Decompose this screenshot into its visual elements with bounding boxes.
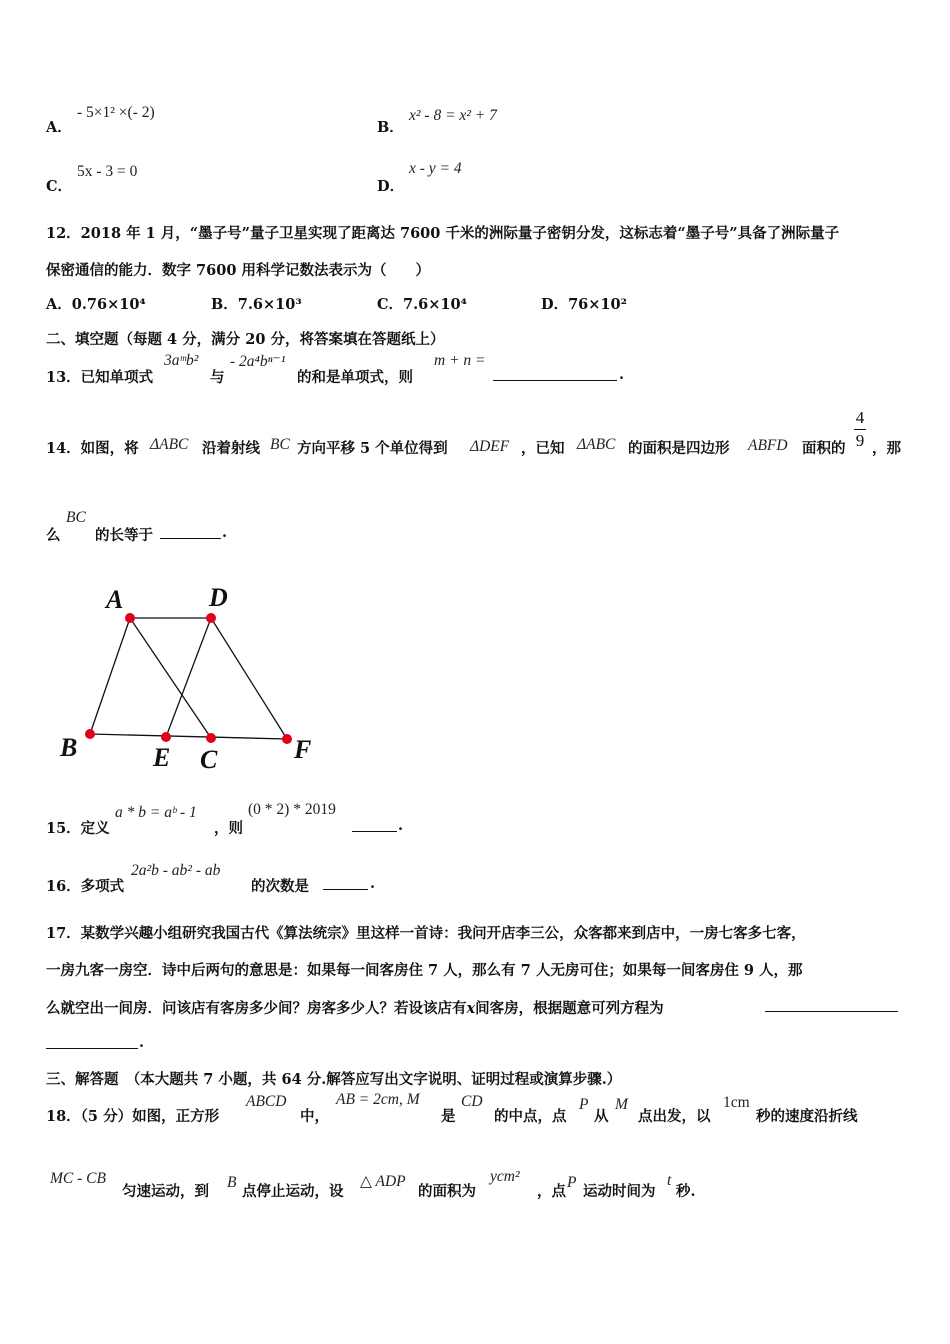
q14-fraction <box>852 408 868 451</box>
q17-line3-prefix: 么就空出一间房．问该店有客房多少间？房客多少人？若设该店有 <box>46 1000 467 1017</box>
q16-answer-blank[interactable] <box>323 875 368 890</box>
q14-line2-segment: BC <box>66 509 86 526</box>
segment-bf <box>90 734 287 739</box>
q17-end: . <box>139 1034 145 1051</box>
q18-text-12: 运动时间为 <box>583 1183 656 1200</box>
q13-prefix: 13．已知单项式 <box>46 369 154 386</box>
q16-suffix: 的次数是 <box>251 878 309 895</box>
q17-answer-blank-2[interactable] <box>46 1034 138 1049</box>
q18-text-5: 从 <box>594 1108 609 1125</box>
q11-option-b-label[interactable]: B． <box>377 119 404 136</box>
q18-text-9: 点停止运动，设 <box>242 1183 344 1200</box>
translation-figure <box>50 580 330 780</box>
q13-term2: - 2a⁴bⁿ⁻¹ <box>230 353 286 370</box>
segment-ab <box>90 618 130 734</box>
q12-option-a[interactable] <box>46 293 146 314</box>
point-c <box>206 733 216 743</box>
q18-triangle-adp: △ ADP <box>360 1173 406 1190</box>
q12-option-c[interactable] <box>377 293 467 314</box>
segment-df <box>211 618 287 739</box>
q18-area: ycm² <box>490 1168 520 1185</box>
q18-text-2: 中， <box>300 1108 329 1125</box>
q17-text-line2: 一房九客一房空．诗中后两句的意思是：如果每一间客房住 7 人，那么有 7 人无房可住；如果每一间客房住 9 人，那 <box>46 962 803 979</box>
q14-text-6: 面积的 <box>802 440 846 457</box>
q18-segment-cd: CD <box>461 1093 483 1110</box>
q18-path: MC - CB <box>50 1170 106 1187</box>
q18-point-m: M <box>615 1096 628 1113</box>
q18-point-b: B <box>227 1174 237 1191</box>
q12-option-b-label: B． <box>211 296 238 313</box>
q17-text-line1: 17．某数学兴趣小组研究我国古代《算法统宗》里这样一首诗：我问开店李三公，众客都来到店中，一房七客多七客， <box>46 925 806 942</box>
q14-end: . <box>222 524 228 541</box>
point-f <box>282 734 292 744</box>
q17-text-line3 <box>46 997 664 1018</box>
q14-fraction-bar <box>854 429 866 430</box>
q14-text-2: 沿着射线 <box>202 440 260 457</box>
q12-option-d-value: 76×10² <box>568 296 627 313</box>
q14-fraction-numerator: 4 <box>855 408 865 427</box>
q18-text-13: 秒. <box>676 1183 696 1200</box>
q12-option-b-value: 7.6×10³ <box>237 296 302 313</box>
q11-option-c-label[interactable]: C． <box>46 178 73 195</box>
q18-text-7: 秒的速度沿折线 <box>756 1108 858 1125</box>
q18-speed: 1cm <box>723 1094 750 1111</box>
q14-quadrilateral: ABFD <box>748 437 788 454</box>
q15-answer-blank[interactable] <box>352 817 397 832</box>
segment-ac <box>130 618 211 738</box>
q14-answer-blank[interactable] <box>160 524 221 539</box>
segment-de <box>166 618 211 737</box>
q18-text-8: 匀速运动，到 <box>122 1183 209 1200</box>
label-f: F <box>294 735 312 764</box>
point-d <box>206 613 216 623</box>
q13-conj: 与 <box>210 369 225 386</box>
q15-middle: ，则 <box>214 820 243 837</box>
q18-square: ABCD <box>246 1093 287 1110</box>
q14-line2-text: 的长等于 <box>95 527 153 544</box>
q13-term1: 3aᵐb² <box>164 352 199 369</box>
point-b <box>85 729 95 739</box>
q12-text-line1: 12．2018 年 1 月，“墨子号”量子卫星实现了距离达 7600 千米的洲际量子密钥分发，这标志着“墨子号”具备了洲际量子 <box>46 225 840 242</box>
label-e: E <box>153 743 171 772</box>
q16-polynomial: 2a²b - ab² - ab <box>131 862 221 879</box>
q15-end: . <box>398 817 404 834</box>
q12-option-d[interactable] <box>541 293 627 314</box>
q12-option-d-label: D． <box>541 296 569 313</box>
label-d: D <box>209 583 228 612</box>
q16-prefix: 16．多项式 <box>46 878 125 895</box>
q11-option-c-expr: 5x - 3 = 0 <box>77 163 138 180</box>
q12-option-c-value: 7.6×10⁴ <box>403 296 467 313</box>
figure-lines <box>90 618 287 739</box>
label-c: C <box>200 745 218 774</box>
q14-triangle-abc-2: ΔABC <box>577 436 616 453</box>
q11-option-a-expr: - 5×1² ×(- 2) <box>77 104 155 121</box>
q18-time-t: t <box>667 1172 672 1189</box>
q11-option-a-label[interactable]: A． <box>46 119 72 136</box>
q12-text-line2: 保密通信的能力．数字 7600 用科学记数法表示为（ ） <box>46 262 430 279</box>
q12-option-b[interactable] <box>211 293 302 314</box>
q12-option-a-label: A． <box>46 296 72 313</box>
q14-text-3: 方向平移 5 个单位得到 <box>297 440 448 457</box>
q16-end: . <box>370 875 376 892</box>
q18-text-1: 18．（5 分）如图，正方形 <box>46 1108 220 1125</box>
q14-fraction-denominator: 9 <box>855 431 865 450</box>
q17-answer-blank-1[interactable] <box>765 997 898 1012</box>
q13-end: . <box>619 366 625 383</box>
q17-line3-suffix: 间客房，根据题意可列方程为 <box>475 1000 664 1017</box>
q14-text-1: 14．如图，将 <box>46 440 139 457</box>
q17-variable-x: x <box>466 1000 476 1017</box>
q12-option-c-label: C． <box>377 296 404 313</box>
q18-text-10: 的面积为 <box>418 1183 476 1200</box>
section-3-title: 三、解答题 （本大题共 7 小题，共 64 分.解答应写出文字说明、证明过程或演算步骤.） <box>46 1071 622 1088</box>
q14-triangle-abc: ΔABC <box>150 436 189 453</box>
q12-option-a-value: 0.76×10⁴ <box>71 296 146 313</box>
section-2-title: 二、填空题（每题 4 分，满分 20 分，将答案填在答题纸上） <box>46 331 445 348</box>
label-b: B <box>60 733 78 762</box>
q13-answer-blank[interactable] <box>493 366 617 381</box>
q11-option-d-label[interactable]: D． <box>377 178 405 195</box>
q13-expr: m + n = <box>434 352 486 369</box>
q18-given: AB = 2cm, M <box>336 1091 420 1108</box>
q14-triangle-def: ΔDEF <box>470 438 510 455</box>
q15-definition: a * b = aᵇ - 1 <box>115 804 197 821</box>
q18-text-3: 是 <box>441 1108 456 1125</box>
q14-line2-prefix: 么 <box>46 527 61 544</box>
q15-expression: (0 * 2) * 2019 <box>248 801 336 818</box>
q14-segment-bc: BC <box>270 436 290 453</box>
point-e <box>161 732 171 742</box>
q18-point-p: P <box>579 1096 589 1113</box>
label-a: A <box>106 585 124 614</box>
q18-point-p-2: P <box>567 1174 577 1191</box>
q11-option-b-expr: x² - 8 = x² + 7 <box>409 107 497 124</box>
point-a <box>125 613 135 623</box>
q18-text-4: 的中点，点 <box>494 1108 567 1125</box>
q15-prefix: 15．定义 <box>46 820 110 837</box>
q13-middle: 的和是单项式，则 <box>297 369 413 386</box>
q14-text-5: 的面积是四边形 <box>628 440 730 457</box>
q18-text-6: 点出发，以 <box>638 1108 711 1125</box>
q11-option-d-expr: x - y = 4 <box>409 160 462 177</box>
q14-text-7: ，那 <box>872 440 901 457</box>
q18-text-11: ，点 <box>537 1183 566 1200</box>
q14-text-4: ，已知 <box>521 440 565 457</box>
